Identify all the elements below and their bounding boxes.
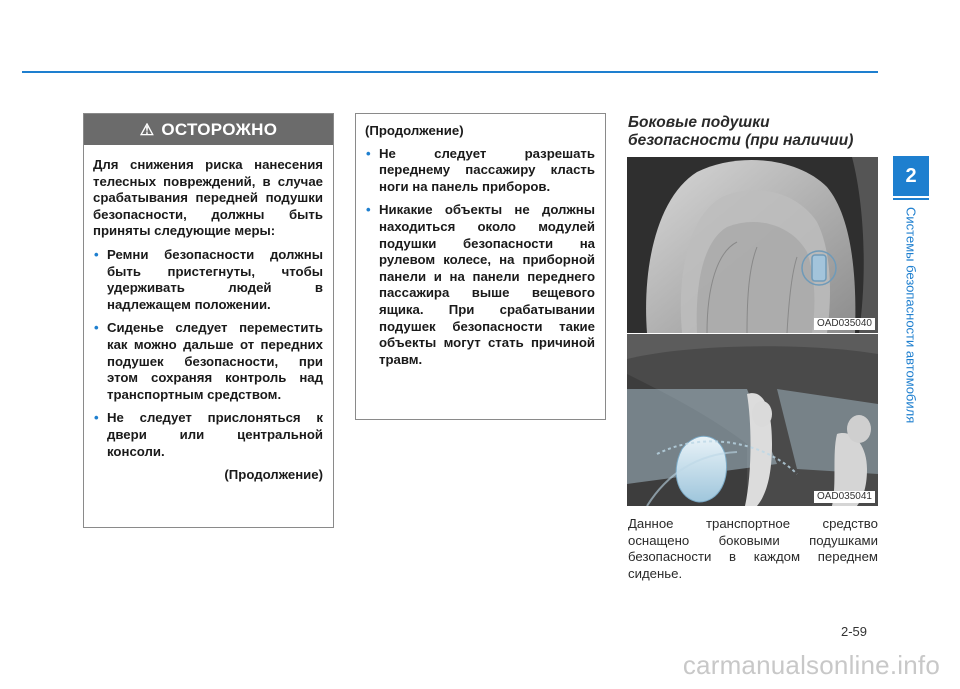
warning-intro: Для снижения риска нанесения телесных повреждений, в случае срабатывания передней подушки безопасности, должны быть приняты следующие меры: xyxy=(93,157,323,239)
continuation-box xyxy=(355,113,606,420)
warning-continued: (Продолжение) xyxy=(224,467,323,483)
continuation-bullet xyxy=(365,202,595,368)
header-rule xyxy=(22,71,878,73)
section-number-tab xyxy=(893,156,929,196)
seat-illustration xyxy=(627,157,878,333)
bullet-icon: • xyxy=(366,202,371,218)
warning-body xyxy=(84,145,333,484)
bullet-icon: • xyxy=(94,246,99,262)
warning-bullet xyxy=(93,247,323,313)
airbag-deployment-illustration xyxy=(627,334,878,506)
side-airbags-description: Данное транспортное средство оснащено боковыми подушками безопасности в каждом переднем сиденье. xyxy=(628,516,878,581)
page-number: 2-59 xyxy=(841,624,868,639)
seat-airbag-figure xyxy=(627,157,878,333)
warning-box xyxy=(83,113,334,528)
warning-heading: ОСТОРОЖНО xyxy=(161,119,278,139)
side-divider xyxy=(893,198,929,200)
bullet-icon: • xyxy=(94,410,99,426)
continuation-heading: (Продолжение) xyxy=(365,123,464,138)
section-title: Системы безопасности автомобиля xyxy=(903,207,919,424)
figure-code: OAD035040 xyxy=(814,318,875,330)
figure-code: OAD035041 xyxy=(814,491,875,503)
continuation-bullet xyxy=(365,146,595,196)
section-number: 2 xyxy=(905,164,917,187)
continuation-bullet-text: Никакие объекты не должны находиться около модулей подушки безопасности на рулевом колесе, на приборной панели и на панели переднего пассажира выше вещевого ящика. При срабатывании подушек безопасности такие объекты могут стать причиной травм. xyxy=(379,202,595,367)
bullet-icon: • xyxy=(94,320,99,336)
warning-bullet xyxy=(93,320,323,403)
warning-triangle-icon: ⚠ xyxy=(139,121,155,139)
footer-watermark: carmanualsonline.info xyxy=(682,650,940,680)
side-airbags-title: Боковые подушки безопасности (при наличии) xyxy=(628,114,854,149)
warning-bullet xyxy=(93,410,323,460)
warning-bullet-text: Не следует прислоняться к двери или центральной консоли. xyxy=(107,410,323,459)
bullet-icon: • xyxy=(366,145,371,161)
warning-bullet-text: Ремни безопасности должны быть пристегнуты, чтобы удерживать людей в надлежащем положении. xyxy=(107,246,323,312)
continuation-bullet-text: Не следует разрешать переднему пассажиру класть ноги на панель приборов. xyxy=(379,145,595,194)
continuation-body xyxy=(356,114,605,368)
airbag-deployment-figure xyxy=(627,334,878,506)
warning-header xyxy=(84,114,333,145)
warning-bullet-text: Сиденье следует переместить как можно дальше от передних подушек безопасности, при этом сохраняя контроль над транспортным средством. xyxy=(107,320,323,402)
